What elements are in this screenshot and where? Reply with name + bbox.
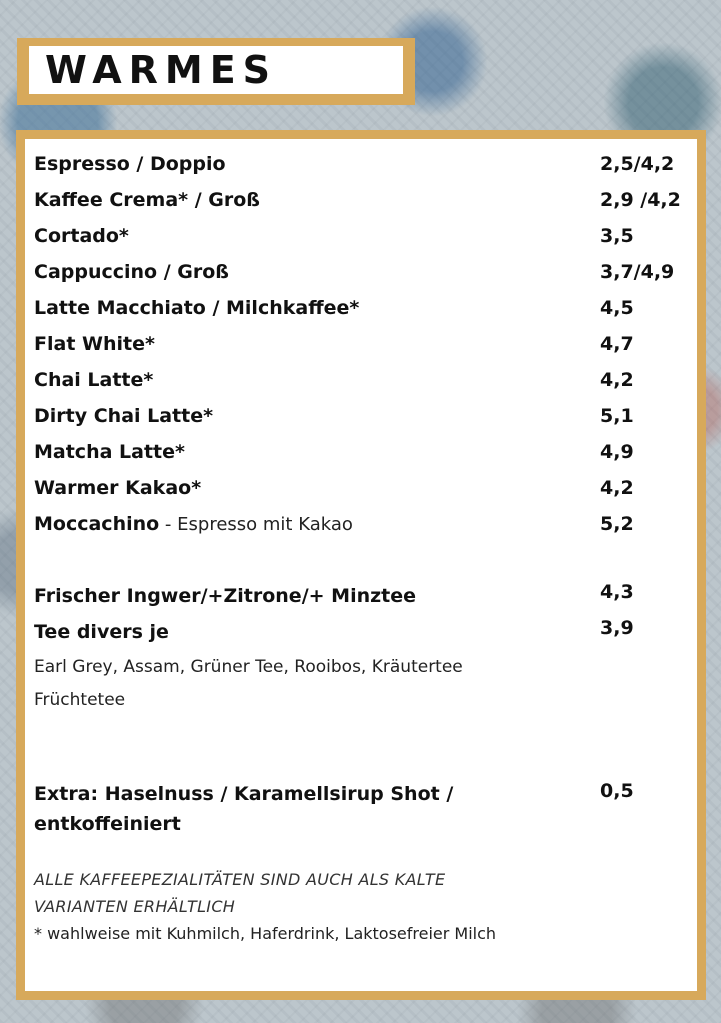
tea-item-price: 4,3 [600, 581, 634, 603]
menu-item [34, 153, 594, 175]
menu-item-name: Cappuccino / Groß [34, 261, 229, 283]
menu-item [34, 189, 594, 211]
menu-item [34, 441, 594, 463]
menu-item-name: Flat White* [34, 333, 155, 355]
tea-item-name: Tee divers je [34, 621, 169, 643]
menu-item-name: Latte Macchiato / Milchkaffee* [34, 297, 360, 319]
menu-item-name: Chai Latte* [34, 369, 154, 391]
menu-item [34, 297, 594, 319]
menu-item-price: 3,7/4,9 [600, 261, 675, 283]
menu-item-name: Moccachino [34, 513, 160, 535]
menu-item-price: 2,9 /4,2 [600, 189, 681, 211]
menu-item-price: 4,7 [600, 333, 634, 355]
menu-item [34, 477, 594, 499]
extra-line-1: Extra: Haselnuss / Karamellsirup Shot / [34, 783, 454, 805]
menu-item-name: Warmer Kakao* [34, 477, 202, 499]
menu-item [34, 333, 594, 355]
title-inner [29, 46, 403, 94]
menu-panel-frame [16, 130, 706, 1000]
menu-item-price: 4,2 [600, 369, 634, 391]
cold-variants-note-1: ALLE KAFFEEPEZIALITÄTEN SIND AUCH ALS KALTE [34, 870, 446, 889]
title-frame [17, 38, 415, 105]
menu-item-price: 2,5/4,2 [600, 153, 675, 175]
menu-item-name: Dirty Chai Latte* [34, 405, 214, 427]
tea-list-line: Earl Grey, Assam, Grüner Tee, Rooibos, Kräutertee [34, 657, 463, 677]
menu-item [34, 513, 594, 535]
menu-item [34, 225, 594, 247]
extra-price: 0,5 [600, 780, 634, 802]
extra-line-2: entkoffeiniert [34, 813, 181, 835]
page-title: WARMES [45, 48, 278, 92]
menu-item-price: 4,2 [600, 477, 634, 499]
milk-note: * wahlweise mit Kuhmilch, Haferdrink, Laktosefreier Milch [34, 924, 497, 943]
tea-item-price: 3,9 [600, 617, 634, 639]
menu-item-price: 4,9 [600, 441, 634, 463]
menu-panel [25, 139, 697, 991]
cold-variants-note-2: VARIANTEN ERHÄLTLICH [34, 897, 236, 916]
menu-item-name: Kaffee Crema* / Groß [34, 189, 260, 211]
menu-item-description: - Espresso mit Kakao [159, 514, 353, 535]
menu-item-name: Espresso / Doppio [34, 153, 226, 175]
menu-item [34, 369, 594, 391]
menu-item-price: 3,5 [600, 225, 634, 247]
menu-item-price: 5,2 [600, 513, 634, 535]
menu-item-price: 5,1 [600, 405, 634, 427]
tea-list-line: Früchtetee [34, 690, 126, 710]
menu-item-price: 4,5 [600, 297, 634, 319]
menu-item-name: Matcha Latte* [34, 441, 185, 463]
menu-item [34, 261, 594, 283]
tea-item [34, 621, 594, 643]
tea-item-name: Frischer Ingwer/+Zitrone/+ Minztee [34, 585, 417, 607]
tea-item [34, 585, 594, 607]
menu-item-name: Cortado* [34, 225, 129, 247]
menu-item [34, 405, 594, 427]
